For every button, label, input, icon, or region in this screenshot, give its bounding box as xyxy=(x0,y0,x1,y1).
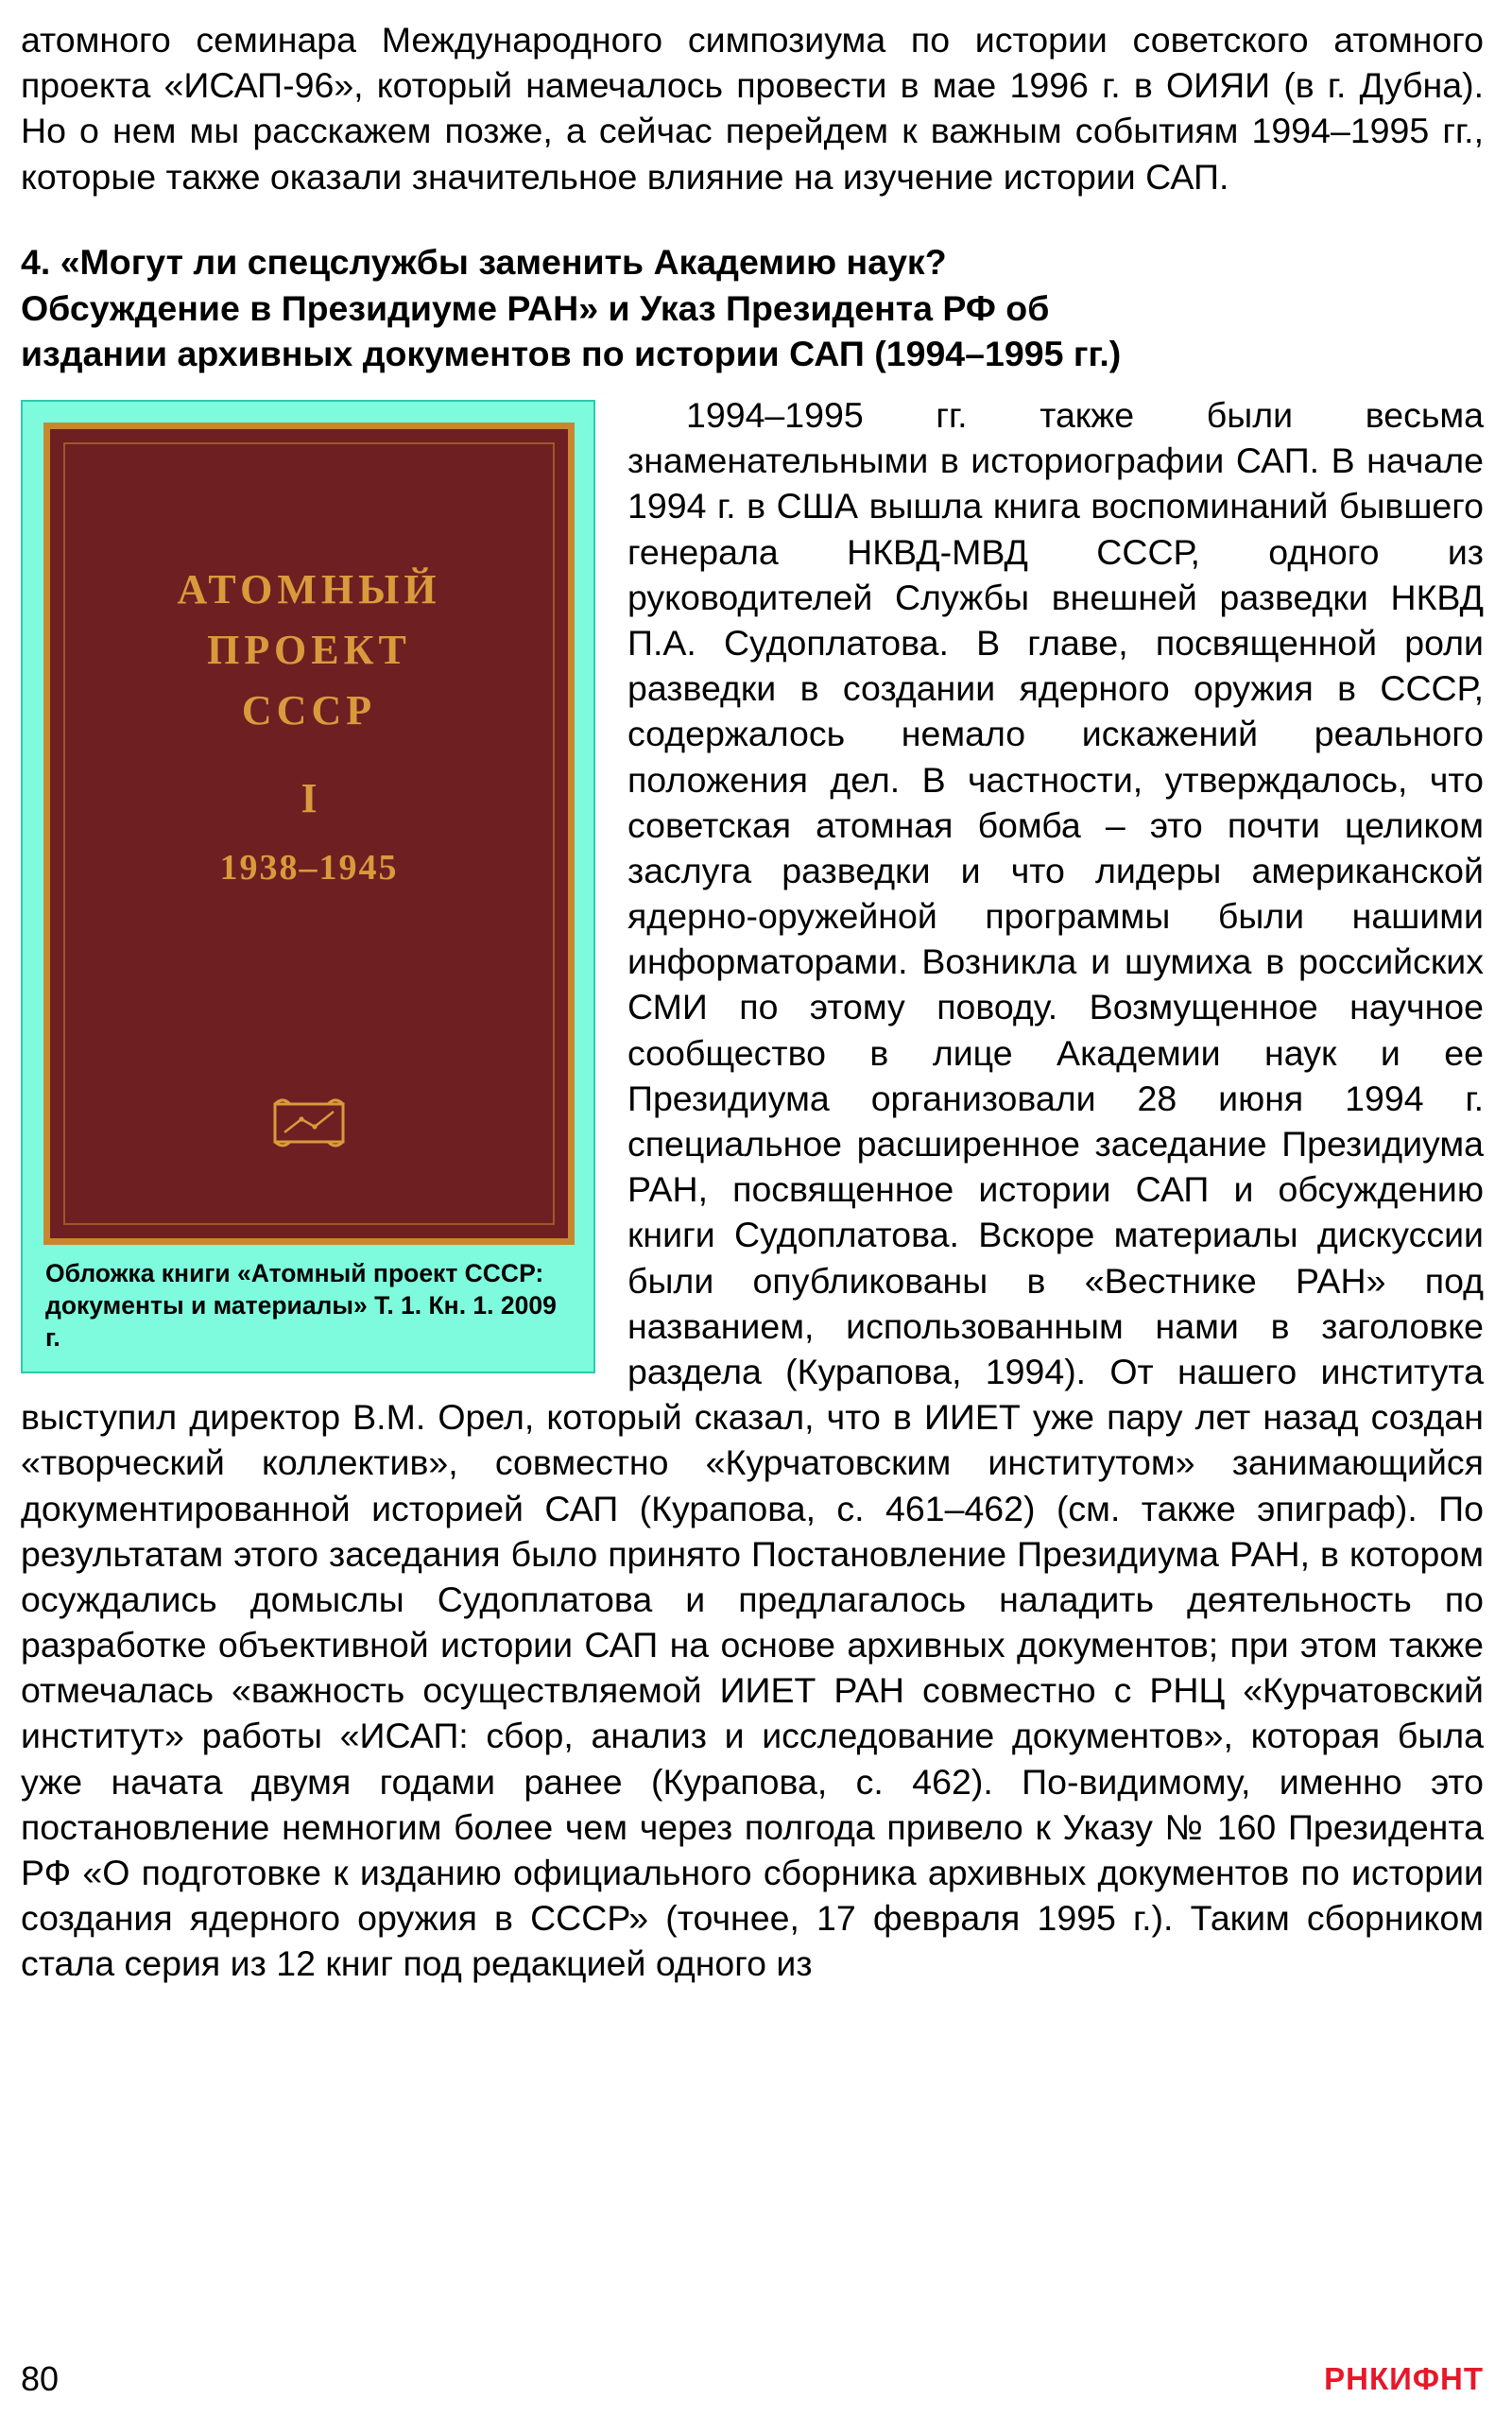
section-heading-line-3: издании архивных документов по истории САП (1994–1995 гг.) xyxy=(21,334,1122,374)
book-cover-figure xyxy=(21,400,595,1373)
figure-caption: Обложка книги «Атомный проект СССР: документы и материалы» Т. 1. Кн. 1. 2009 г. xyxy=(45,1259,557,1352)
main-paragraph: 1994–1995 гг. также были весьма знаменательными в историографии САП. В начале 1994 г. в США вышла книга воспоминаний бывшего генерала НКВД-МВД СССР, одного из руководителей Службы внешней разведки НКВД П.А. Судоплатова. В главе, посвященной роли разведки в создании ядерного оружия в СССР, содержалось немало искажений реального положения дел. В частности, утверждалось, что советская атомная бомба – это почти целиком заслуга разведки и что лидеры американской ядерно-оружейной программы были нашими информаторами. Возникла и шумиха в российских СМИ по этому поводу. Возмущенное научное сообщество в лице Академии наук и ее Президиума организовали 28 июня 1994 г. специальное расширенное заседание Президиума РАН, посвященное истории САП и обсуждению книги Судоплатова. Вскоре материалы дискуссии были опубликованы в «Вестнике РАН» под названием, использованным нами в заголовке раздела (Курапова, 1994). От нашего института выступил директор В.М. Орел, который сказал, что в ИИЕТ уже пару лет назад создан «творческий коллектив», совместно «Курчатовским институтом» занимающийся документированной историей САП (Курапова, с. 461–462) (см. также эпиграф). По результатам этого заседания было принято Постановление Президиума РАН, в котором осуждались домыслы Судоплатова и предлагалось наладить деятельность по разработке объективной истории САП на основе архивных документов; при этом также отмечалась «важность осуществляемой ИИЕТ РАН совместно с РНЦ «Курчатовский институт» работы «ИСАП: сбор, анализ и исследование документов», которая была уже начата двумя годами ранее (Курапова, с. 462). По-видимому, именно это постановление немногим более чем через полгода привело к Указу № 160 Президента РФ «О подготовке к изданию официального сборника архивных документов по истории создания ядерного оружия в СССР» (точнее, 17 февраля 1995 г.). Таким сборником стала серия из 12 книг под редакцией одного из xyxy=(21,395,1484,1984)
section-heading-line-1: 4. «Могут ли спецслужбы заменить Академию наук? xyxy=(21,241,947,282)
top-paragraph: атомного семинара Международного симпозиума по истории советского атомного проекта «ИСАП-96», который намечалось провести в мае 1996 г. в ОИЯИ (в г. Дубна). Но о нем мы расскажем позже, а сейчас перейдем к важным событиям 1994–1995 гг., которые также оказали значительное влияние на изучение истории САП. xyxy=(21,20,1484,197)
book-cover-years: 1938–1945 xyxy=(219,848,399,889)
book-cover-title-line-1: АТОМНЫЙ xyxy=(177,566,441,613)
book-cover-title-line-2: ПРОЕКТ xyxy=(207,626,411,673)
page-number: 80 xyxy=(21,2359,60,2398)
top-paragraph-block xyxy=(21,17,1484,199)
book-cover-title xyxy=(177,560,440,740)
section-heading xyxy=(21,239,1484,377)
book-cover-image xyxy=(43,423,575,1245)
section-heading-line-2: Обсуждение в Президиуме РАН» и Указ Президента РФ об xyxy=(21,287,1050,328)
book-cover-title-line-3: СССР xyxy=(241,686,377,733)
scroll-emblem-icon xyxy=(269,1091,349,1157)
imprint-logo: РНКИФНТ xyxy=(1324,2361,1484,2396)
page-footer xyxy=(21,2354,1484,2399)
book-cover-volume: I xyxy=(301,775,318,822)
